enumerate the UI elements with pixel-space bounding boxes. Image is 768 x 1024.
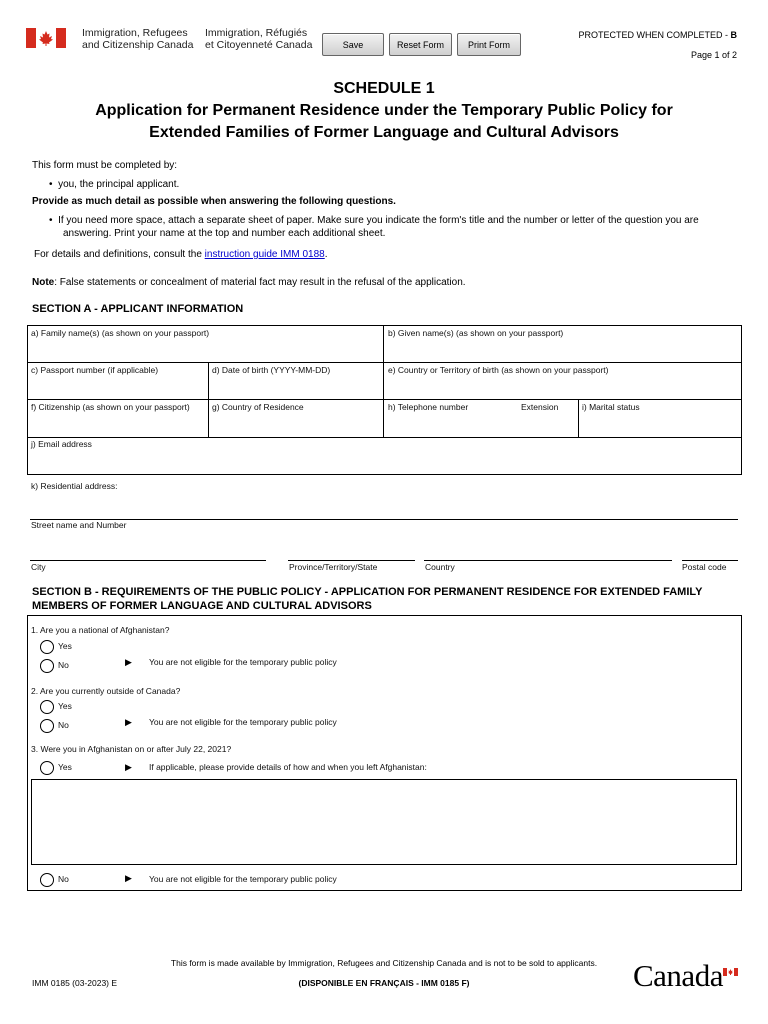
q1-not-eligible: You are not eligible for the temporary public policy	[149, 657, 337, 667]
canada-wordmark: Canada	[633, 958, 723, 993]
arrow-icon: ▶	[125, 873, 132, 883]
country-of-residence-field[interactable]: g) Country of Residence	[212, 402, 304, 412]
form-title-line1: Application for Permanent Residence under the Temporary Public Policy for	[95, 102, 673, 119]
wordmark-flag-icon	[723, 963, 738, 971]
province-input-line[interactable]	[288, 560, 415, 561]
country-label: Country	[425, 562, 455, 572]
q2-no-label: No	[58, 720, 69, 730]
question-3: 3. Were you in Afghanistan on or after July 22, 2021?	[31, 744, 232, 754]
given-name-field[interactable]: b) Given name(s) (as shown on your passport)	[388, 328, 564, 338]
q2-not-eligible: You are not eligible for the temporary public policy	[149, 717, 337, 727]
section-a-heading: SECTION A - APPLICANT INFORMATION	[32, 303, 244, 315]
province-label: Province/Territory/State	[289, 562, 378, 572]
citizenship-field[interactable]: f) Citizenship (as shown on your passport)	[31, 402, 190, 412]
instruction-guide-link[interactable]: instruction guide IMM 0188	[204, 249, 325, 260]
marital-status-field[interactable]: i) Marital status	[582, 402, 640, 412]
city-input-line[interactable]	[30, 560, 266, 561]
details-text: For details and definitions, consult the instruction guide IMM 0188.	[34, 249, 328, 260]
department-name-en: Immigration, Refugees and Citizenship Canada	[82, 27, 194, 51]
arrow-icon: ▶	[125, 657, 132, 667]
arrow-icon: ▶	[125, 762, 132, 772]
reset-form-button[interactable]: Reset Form	[389, 33, 452, 56]
section-a-box	[27, 325, 742, 475]
residential-address-label: k) Residential address:	[31, 481, 118, 491]
completed-by-text: This form must be completed by:	[32, 160, 178, 171]
family-name-field[interactable]: a) Family name(s) (as shown on your passport)	[31, 328, 210, 338]
q3-no-radio[interactable]	[40, 873, 54, 887]
date-of-birth-field[interactable]: d) Date of birth (YYYY-MM-DD)	[212, 365, 331, 375]
q3-not-eligible: You are not eligible for the temporary public policy	[149, 874, 337, 884]
q3-no-label: No	[58, 874, 69, 884]
extension-field[interactable]: Extension	[521, 402, 559, 412]
french-availability: (DISPONIBLE EN FRANÇAIS - IMM 0185 F)	[298, 978, 470, 988]
canada-flag-icon	[26, 28, 66, 48]
q3-details-textarea[interactable]	[31, 779, 737, 865]
form-title-line2: Extended Families of Former Language and Cultural Advisors	[149, 124, 619, 141]
q1-no-label: No	[58, 660, 69, 670]
postal-code-label: Postal code	[682, 562, 727, 572]
protected-label: PROTECTED WHEN COMPLETED - B	[578, 30, 737, 40]
save-button[interactable]: Save	[322, 33, 384, 56]
footer-notice: This form is made available by Immigration, Refugees and Citizenship Canada and is not to be sold to applicants.	[170, 958, 598, 968]
postal-code-input-line[interactable]	[682, 560, 738, 561]
q3-yes-radio[interactable]	[40, 761, 54, 775]
form-number: IMM 0185 (03-2023) E	[32, 978, 118, 988]
schedule-title: SCHEDULE 1	[333, 80, 435, 97]
note-text: Note: False statements or concealment of material fact may result in the refusal of the application.	[32, 277, 466, 288]
q1-yes-label: Yes	[58, 641, 72, 651]
q3-yes-label: Yes	[58, 762, 72, 772]
page-number: Page 1 of 2	[690, 50, 737, 60]
q2-yes-radio[interactable]	[40, 700, 54, 714]
passport-number-field[interactable]: c) Passport number (if applicable)	[31, 365, 159, 375]
street-input-line[interactable]	[30, 519, 738, 520]
city-label: City	[31, 562, 46, 572]
country-input-line[interactable]	[424, 560, 672, 561]
q2-yes-label: Yes	[58, 701, 72, 711]
q3-details-prompt: If applicable, please provide details of how and when you left Afghanistan:	[149, 762, 427, 772]
print-form-button[interactable]: Print Form	[457, 33, 521, 56]
department-name-fr: Immigration, Réfugiés et Citoyenneté Canada	[205, 27, 313, 51]
section-b-heading: SECTION B - REQUIREMENTS OF THE PUBLIC POLICY - APPLICATION FOR PERMANENT RESIDENCE FOR EXTENDED FAMILY MEMBERS OF FORMER LANGUAGE AND CULTURAL ADVISORS	[32, 586, 703, 612]
q1-no-radio[interactable]	[40, 659, 54, 673]
email-field[interactable]: j) Email address	[31, 439, 92, 449]
arrow-icon: ▶	[125, 717, 132, 727]
telephone-field[interactable]: h) Telephone number	[388, 402, 469, 412]
street-label: Street name and Number	[31, 520, 127, 530]
bullet-principal: • you, the principal applicant.	[49, 179, 180, 190]
q2-no-radio[interactable]	[40, 719, 54, 733]
bullet-more-space: • If you need more space, attach a separate sheet of paper. Make sure you indicate the form's title and the number or letter of the question you are answering. Print your name at the top and number each additional sheet.	[49, 215, 699, 239]
q1-yes-radio[interactable]	[40, 640, 54, 654]
detail-instruction: Provide as much detail as possible when answering the following questions.	[32, 196, 396, 207]
country-of-birth-field[interactable]: e) Country or Territory of birth (as shown on your passport)	[388, 365, 609, 375]
question-2: 2. Are you currently outside of Canada?	[31, 686, 181, 696]
question-1: 1. Are you a national of Afghanistan?	[31, 625, 170, 635]
